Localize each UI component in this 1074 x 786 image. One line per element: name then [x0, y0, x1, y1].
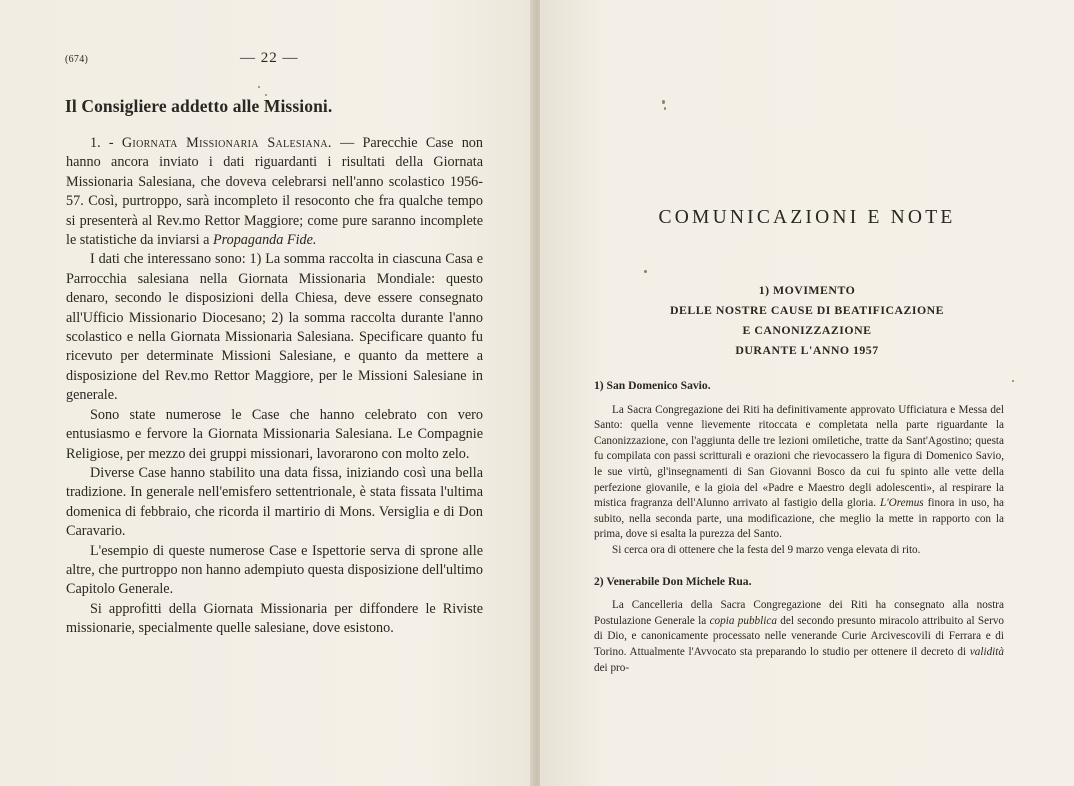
paragraph-number: 1. -	[90, 135, 122, 151]
paragraph-text: — Parecchie Case non hanno ancora inviato i dati riguardanti i risultati della Giornata Missionaria Salesiana, che doveva celebrarsi nell'anno scolastico 1956-57. Così, purtroppo, sarà incompleto il resoconto che fra qualche tempo si presenterà al Rev.mo Rettor Maggiore; come pure saranno incomplete le statistiche da inviarsi a	[66, 135, 483, 249]
italic-text: copia pubblica	[709, 614, 777, 627]
paragraph-text: dei pro-	[594, 661, 630, 674]
paragraph	[594, 403, 1004, 543]
left-page	[0, 0, 534, 786]
movement-line: E CANONIZZAZIONE	[742, 323, 872, 337]
movement-line: 1) MOVIMENTO	[758, 283, 856, 297]
paragraph: L'esempio di queste numerose Case e Ispettorie serva di sprone alle altre, che purtroppo non hanno adempiuto questa disposizione dell'ultimo Capitolo Generale.	[66, 542, 483, 598]
subsection-heading: 2) Venerabile Don Michele Rua.	[594, 574, 752, 588]
chapter-title: COMUNICAZIONI E NOTE	[658, 207, 956, 228]
movement-line: DURANTE L'ANNO 1957	[735, 343, 879, 357]
document-code: (674)	[65, 54, 89, 65]
movement-heading	[540, 280, 1074, 360]
paragraph: I dati che interessano sono: 1) La somma raccolta in ciascuna Casa e Parrocchia salesiana nella Giornata Missionaria Mondiale: questo denaro, secondo le disposizioni della Chiesa, deve essere consegnato all'Ufficio Missionario Diocesano; 2) la somma raccolta durante l'anno scolastico e nella Giornata Missionaria Salesiana. Specificare quanto fu ricevuto per determinate Missioni Salesiane, e quanto da mettere a disposizione del Rev.mo Rettor Maggiore, per le Missioni Salesiane in generale.	[66, 251, 483, 404]
paragraph: Si cerca ora di ottenere che la festa del 9 marzo venga elevata di rito.	[612, 543, 921, 556]
italic-text: validità	[969, 645, 1004, 658]
paragraph-text: del secondo presunto miracolo attribuito al Servo di Dio, e canonicamente processato nelle venerande Curie Arcivescovili di Ferrara e di Torino. Attualmente l'Avvocato sta preparando lo studio per ottenere il decreto di	[594, 614, 1005, 658]
left-body-text	[66, 134, 483, 639]
paragraph	[594, 598, 1004, 676]
paragraph-text: La Cancelleria della Sacra Congregazione dei Riti ha consegnato alla nostra Postulazione Generale la	[594, 599, 1004, 627]
subsection-heading: 1) San Domenico Savio.	[594, 379, 711, 392]
paragraph-heading: Giornata Missionaria Salesiana.	[121, 135, 332, 151]
right-body-text	[594, 378, 1004, 676]
paragraph: Si approfitti della Giornata Missionaria per diffondere le Riviste missionarie, specialmente quelle salesiane, dove esistono.	[66, 600, 483, 637]
paragraph: Sono state numerose le Case che hanno celebrato con vero entusiasmo e fervore la Giornata Missionaria Salesiana. Le Compagnie Religiose, per mezzo dei gruppi missionari, lavorarono con molto zelo.	[66, 406, 483, 462]
italic-text: Propaganda Fide.	[212, 232, 317, 249]
paragraph	[66, 134, 483, 250]
page-number: — 22 —	[240, 50, 299, 66]
paragraph: Diverse Case hanno stabilito una data fissa, iniziando così una bella tradizione. In generale nell'emisfero settentrionale, è stata fissata l'ultima domenica di febbraio, che ricorda il martirio di Mons. Versiglia e di Don Caravario.	[66, 464, 483, 540]
italic-text: L'Oremus	[880, 497, 924, 510]
paragraph-text: finora in uso, ha subito, nella seconda parte, una modificazione, che meglio la mette in rapporto con la prima, dove si esalta la purezza del Santo.	[594, 497, 1004, 541]
section-title: Il Consigliere addetto alle Missioni.	[65, 96, 333, 116]
paragraph-text: La Sacra Congregazione dei Riti ha definitivamente approvato Ufficiatura e Messa del Santo: quella venne lievemente ritoccata e completata nella parte riguardante la Canonizzazione, con l'aggiunta delle tre lezioni omiletiche, tratte da Sant'Agostino; questa fu compilata con passi scritturali e orazioni che rievocassero la figura di Domenico Savio, le sue virtù, gl'insegnamenti di San Giovanni Bosco da cui fu spinto alle vette della perfezione giovanile, e la gioia del «Padre e Maestro degli adolescenti», al respirare la mistica fragranza dell'Alunno arrivato al fastigio della gloria.	[594, 403, 1004, 510]
movement-line: DELLE NOSTRE CAUSE DI BEATIFICAZIONE	[669, 303, 945, 317]
